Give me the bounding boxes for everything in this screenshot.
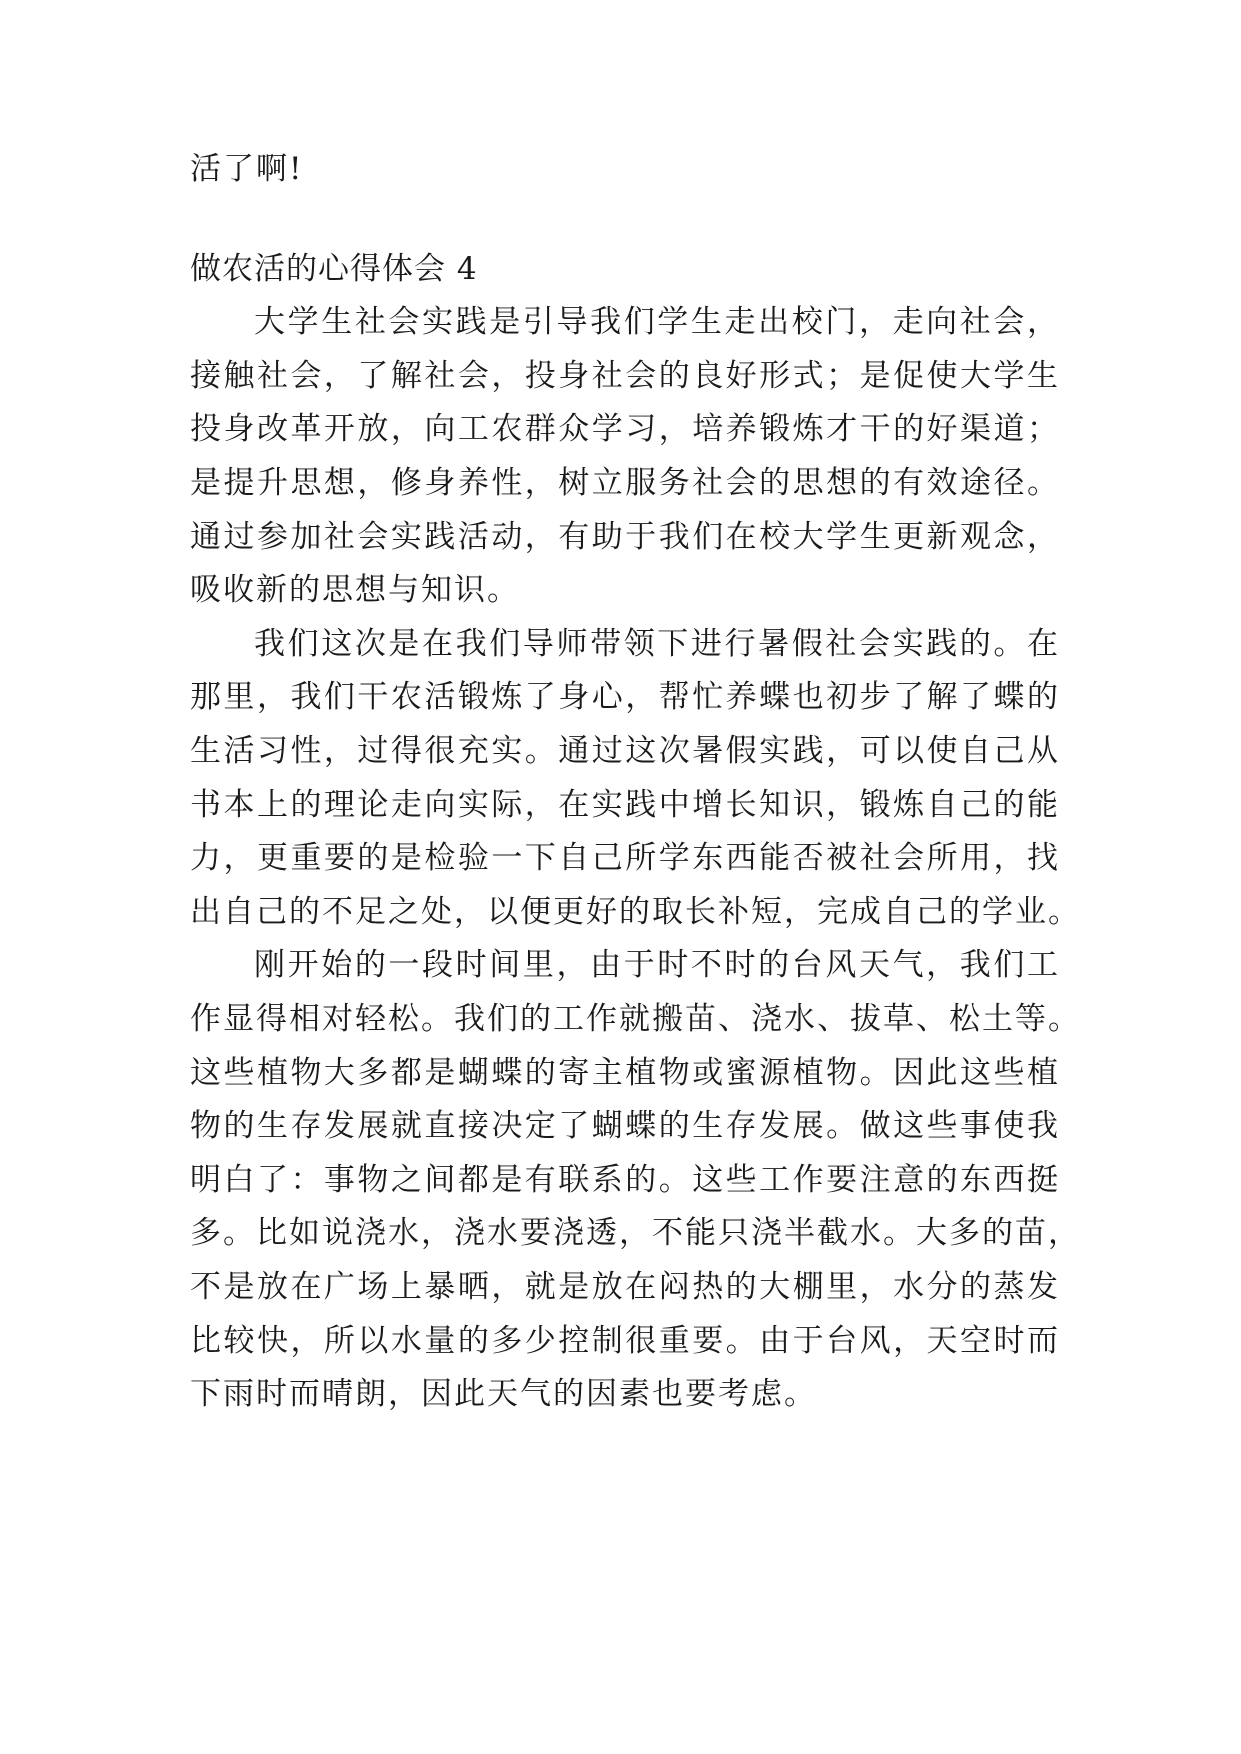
- paragraph-line: 作显得相对轻松。我们的工作就搬苗、浇水、拔草、松土等。: [190, 1001, 1081, 1037]
- paragraph-line: 生活习性，过得很充实。通过这次暑假实践，可以使自己从: [190, 733, 1060, 769]
- paragraph-line: 吸收新的思想与知识。: [190, 572, 520, 608]
- paragraph-line: 是提升思想，修身养性，树立服务社会的思想的有效途径。: [190, 465, 1060, 501]
- paragraph-line: 大学生社会实践是引导我们学生走出校门，走向社会，: [254, 304, 1060, 340]
- paragraph-line: 不是放在广场上暴晒，就是放在闷热的大棚里，水分的蒸发: [190, 1269, 1060, 1305]
- paragraph-line: 物的生存发展就直接决定了蝴蝶的生存发展。做这些事使我: [190, 1108, 1060, 1144]
- paragraph-line: 投身改革开放，向工农群众学习，培养锻炼才干的好渠道；: [190, 411, 1060, 447]
- paragraph-line: 刚开始的一段时间里，由于时不时的台风天气，我们工: [254, 947, 1060, 983]
- paragraph-line: 明白了：事物之间都是有联系的。这些工作要注意的东西挺: [190, 1162, 1060, 1198]
- paragraph-line: 这些植物大多都是蝴蝶的寄主植物或蜜源植物。因此这些植: [190, 1055, 1060, 1091]
- paragraph-line: 通过参加社会实践活动，有助于我们在校大学生更新观念，: [190, 519, 1060, 555]
- paragraph-line: 比较快，所以水量的多少控制很重要。由于台风，天空时而: [190, 1323, 1060, 1359]
- paragraph-line: 书本上的理论走向实际，在实践中增长知识，锻炼自己的能: [190, 787, 1060, 823]
- continuation-line: 活了啊!: [190, 151, 304, 187]
- paragraph-line: 力，更重要的是检验一下自己所学东西能否被社会所用，找: [190, 840, 1060, 876]
- paragraph-line: 出自己的不足之处，以便更好的取长补短，完成自己的学业。: [190, 894, 1081, 930]
- paragraph-line: 接触社会，了解社会，投身社会的良好形式；是促使大学生: [190, 358, 1060, 394]
- section-heading: 做农活的心得体会 4: [190, 251, 478, 287]
- paragraph-line: 多。比如说浇水，浇水要浇透，不能只浇半截水。大多的苗，: [190, 1215, 1081, 1251]
- paragraph-line: 那里，我们干农活锻炼了身心，帮忙养蝶也初步了解了蝶的: [190, 679, 1060, 715]
- paragraph-line: 我们这次是在我们导师带领下进行暑假社会实践的。在: [254, 626, 1060, 662]
- paragraph-line: 下雨时而晴朗，因此天气的因素也要考虑。: [190, 1376, 817, 1412]
